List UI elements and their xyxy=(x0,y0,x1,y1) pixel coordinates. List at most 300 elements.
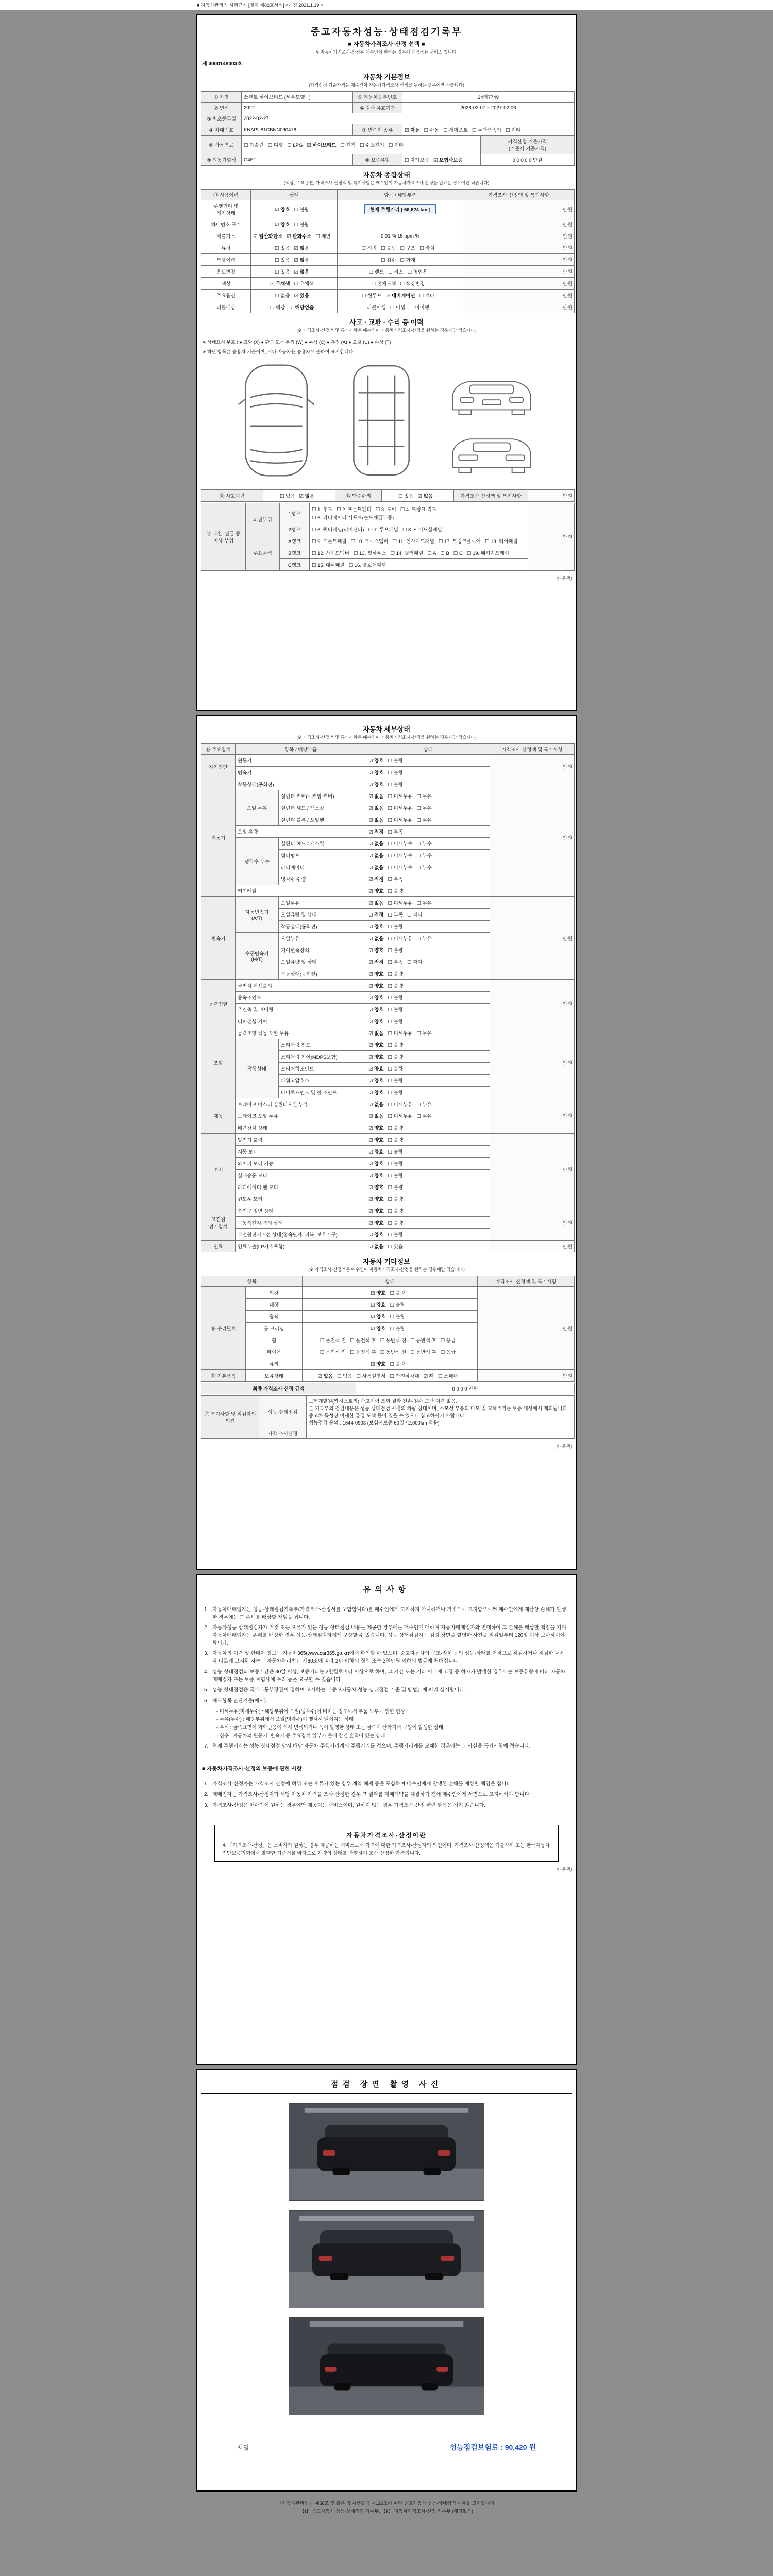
table-cell: 오일누유 xyxy=(279,897,366,909)
checkbox-없음[interactable]: ☐ 없음 xyxy=(337,1374,352,1379)
checkbox-기타[interactable]: ☐ 기타 xyxy=(419,293,435,299)
checkbox-자동[interactable]: ☑ 자동 xyxy=(405,128,420,133)
table-cell: 오일유량 및 상태 xyxy=(279,909,366,921)
checkbox-15. 대쉬패널[interactable]: ☐ 15. 대쉬패널 xyxy=(312,563,345,568)
checkbox-기타[interactable]: ☐ 기타 xyxy=(388,143,404,148)
checkbox-동반석 후[interactable]: ☐ 동반석 후 xyxy=(410,1338,436,1344)
checkbox-스패너[interactable]: ☐ 스패너 xyxy=(438,1374,458,1379)
checkbox-없음[interactable]: ☑ 없음 xyxy=(368,841,384,847)
checkbox-14. 필러패널[interactable]: ☐ 14. 필러패널 xyxy=(390,551,424,556)
checkbox-양호[interactable]: ☑ 양호 xyxy=(368,1066,384,1072)
checkbox-양호[interactable]: ☑ 양호 xyxy=(368,782,384,788)
checkbox-불량[interactable]: ☐ 불량 xyxy=(390,1362,406,1367)
checkbox-C[interactable]: ☐ C xyxy=(453,551,463,556)
table-cell: 자동변속기 (A/T) xyxy=(236,897,279,933)
notice-item: 3. 자동차의 이력 및 판매자 정보는 자동차365(www.car365.go.kr)에서 확인할 수 있으며, 중고자동차의 구조·장치 등의 성능·상태를 거짓으로 점검하거나 점검한 내용과 다르게 고지한 자는 「자동차관리법」 제80조에 따라 2년 이하의 징역 또는 2천만원 이하의 벌금에 처해집니다. xyxy=(204,1651,565,1665)
table-cell: 만원 xyxy=(490,1241,575,1252)
checkbox-불량[interactable]: ☐ 불량 xyxy=(388,1078,404,1084)
checkbox-미이행[interactable]: ☐ 미이행 xyxy=(409,305,429,311)
checkbox-자가보증[interactable]: ☐ 자가보증 xyxy=(405,158,429,163)
checkbox-미세누유[interactable]: ☐ 미세누유 xyxy=(388,818,413,823)
checkbox-양호[interactable]: ☑ 양호 xyxy=(368,984,384,989)
table-cell xyxy=(251,301,338,313)
checkbox-미세누유[interactable]: ☐ 미세누유 xyxy=(388,936,413,942)
table-cell xyxy=(307,1428,575,1439)
checkbox-없음[interactable]: ☑ 없음 xyxy=(299,494,315,499)
checkbox-5. 라디에이터 서포트(볼트체결부품)[interactable]: ☐ 5. 라디에이터 서포트(볼트체결부품) xyxy=(312,515,394,521)
checkbox-양호[interactable]: ☑ 양호 xyxy=(368,1173,384,1179)
table-cell xyxy=(310,523,528,535)
checkbox-불량[interactable]: ☐ 불량 xyxy=(388,770,404,776)
checkbox-있음[interactable]: ☐ 있음 xyxy=(388,1244,404,1250)
checkbox-불량[interactable]: ☐ 불량 xyxy=(388,1090,404,1096)
checkbox-탄화수소[interactable]: ☑ 탄화수소 xyxy=(287,234,312,240)
checkbox-적정[interactable]: ☑ 적정 xyxy=(368,960,384,965)
table-cell: 작동상태(공회전) xyxy=(279,921,366,933)
table-cell: 최종 가격조사·산정 금액 xyxy=(201,1383,356,1394)
checkbox-1. 후드[interactable]: ☐ 1. 후드 xyxy=(312,507,333,513)
checkbox-없음[interactable]: ☑ 없음 xyxy=(294,258,310,263)
checkbox-누유[interactable]: ☐ 누유 xyxy=(416,901,432,906)
inspector-opinion-table xyxy=(201,1395,575,1439)
checkbox-있음[interactable]: ☐ 있음 xyxy=(279,494,295,499)
checkbox-전기[interactable]: ☐ 전기 xyxy=(340,143,356,148)
checkbox-사용설명서[interactable]: ☐ 사용설명서 xyxy=(356,1374,386,1379)
checkbox-양호[interactable]: ☑ 양호 xyxy=(368,1232,384,1238)
table-cell: 자기진단 xyxy=(201,755,236,778)
checkbox-양호[interactable]: ☑ 양호 xyxy=(368,1185,384,1191)
checkbox-적정[interactable]: ☑ 적정 xyxy=(368,912,384,918)
table-cell xyxy=(310,535,528,547)
checkbox-운전석 후[interactable]: ☐ 운전석 후 xyxy=(350,1338,376,1344)
checkbox-양호[interactable]: ☑ 양호 xyxy=(274,222,290,228)
table-cell: 룸 크리닝 xyxy=(246,1323,303,1334)
table-cell xyxy=(366,921,490,933)
checkbox-누유[interactable]: ☐ 누유 xyxy=(416,1031,432,1037)
table-cell: 동력전달 xyxy=(201,980,236,1027)
checkbox-양호[interactable]: ☑ 양호 xyxy=(368,924,384,930)
checkbox-이행[interactable]: ☐ 이행 xyxy=(390,305,406,311)
checkbox-양호[interactable]: ☑ 양호 xyxy=(368,770,384,776)
checkbox-화재[interactable]: ☐ 화재 xyxy=(400,258,416,263)
table-cell: 2랭크 xyxy=(280,523,310,535)
checkbox-누유[interactable]: ☐ 누유 xyxy=(416,936,432,942)
checkbox-하이브리드[interactable]: ☑ 하이브리드 xyxy=(307,143,337,148)
checkbox-무단변속기[interactable]: ☐ 무단변속기 xyxy=(472,128,501,133)
checkbox-미세누수[interactable]: ☐ 미세누수 xyxy=(388,853,413,859)
checkbox-불량[interactable]: ☐ 불량 xyxy=(390,1314,406,1320)
checkbox-동반석 후[interactable]: ☐ 동반석 후 xyxy=(410,1350,436,1355)
state-symbol-legend: ※ 상태표시 부호 : ● 교환 (X) ● 판금 또는 용접 (W) ● 부식 (C) ● 흠집 (A) ● 요철 (U) ● 손상 (T) xyxy=(202,340,391,345)
checkbox-불량[interactable]: ☐ 불량 xyxy=(388,1185,404,1191)
checkbox-가솔린[interactable]: ☐ 가솔린 xyxy=(244,143,264,148)
checkbox-양호[interactable]: ☑ 양호 xyxy=(368,758,384,764)
table-cell xyxy=(366,1027,490,1039)
checkbox-LPG[interactable]: ☐ LPG xyxy=(287,143,303,148)
table-cell: 만원 xyxy=(490,980,575,1027)
table-cell: 주요옵션 xyxy=(201,290,251,301)
table-cell xyxy=(366,1241,490,1252)
checkbox-부족[interactable]: ☐ 부족 xyxy=(388,960,404,965)
table-cell: ⑮ 주요장치 xyxy=(201,744,236,755)
checkbox-썬루프[interactable]: ☐ 썬루프 xyxy=(361,293,382,299)
checkbox-양호[interactable]: ☑ 양호 xyxy=(368,1149,384,1155)
checkbox-양호[interactable]: ☑ 양호 xyxy=(371,1291,386,1296)
table-cell xyxy=(366,885,490,897)
checkbox-있음[interactable]: ☑ 있음 xyxy=(317,1374,333,1379)
checkbox-운전석 후[interactable]: ☐ 운전석 후 xyxy=(350,1350,376,1355)
table-cell xyxy=(366,802,490,814)
checkbox-4. 트렁크 리드[interactable]: ☐ 4. 트렁크 리드 xyxy=(400,507,437,513)
checkbox-누유[interactable]: ☐ 누유 xyxy=(416,1102,432,1108)
table-cell: 구동축전지 격리 상태 xyxy=(236,1217,366,1229)
checkbox-불량[interactable]: ☐ 불량 xyxy=(388,1007,404,1013)
checkbox-양호[interactable]: ☑ 양호 xyxy=(368,1221,384,1226)
checkbox-있음[interactable]: ☑ 있음 xyxy=(294,293,310,299)
checkbox-세미오토[interactable]: ☐ 세미오토 xyxy=(443,128,468,133)
table-cell: 만원 xyxy=(490,778,575,897)
checkbox-불량[interactable]: ☐ 불량 xyxy=(388,995,404,1001)
checkbox-불량[interactable]: ☐ 불량 xyxy=(388,1055,404,1060)
checkbox-양호[interactable]: ☑ 양호 xyxy=(368,948,384,954)
car-top-view-diagram xyxy=(232,361,320,480)
table-cell: 만원 xyxy=(478,1370,575,1382)
signature-label[interactable]: 서명 xyxy=(237,2444,249,2451)
price-definition-box xyxy=(214,1825,559,1862)
checkbox-미세누유[interactable]: ☐ 미세누유 xyxy=(388,806,413,811)
accident-history-table xyxy=(201,489,575,502)
checkbox-장치[interactable]: ☐ 장치 xyxy=(419,246,435,251)
checkbox-일산화탄소[interactable]: ☑ 일산화탄소 xyxy=(253,234,283,240)
checkbox-운전석 전[interactable]: ☐ 운전석 전 xyxy=(320,1350,346,1355)
checkbox-누유[interactable]: ☐ 누유 xyxy=(416,818,432,823)
table-cell xyxy=(366,1217,490,1229)
checkbox-11. 인사이드패널[interactable]: ☐ 11. 인사이드패널 xyxy=(392,539,434,545)
checkbox-응급[interactable]: ☐ 응급 xyxy=(440,1338,456,1344)
checkbox-불량[interactable]: ☐ 불량 xyxy=(388,1043,404,1048)
checkbox-응급[interactable]: ☐ 응급 xyxy=(440,1350,456,1355)
checkbox-디젤[interactable]: ☐ 디젤 xyxy=(267,143,283,148)
checkbox-누수[interactable]: ☐ 누수 xyxy=(416,841,432,847)
checkbox-17. 트렁크플로어[interactable]: ☐ 17. 트렁크플로어 xyxy=(438,539,481,545)
checkbox-없음[interactable]: ☑ 없음 xyxy=(368,853,384,859)
checkbox-양호[interactable]: ☑ 양호 xyxy=(371,1314,386,1320)
checkbox-6. 쿼터패널(리어펜더)[interactable]: ☐ 6. 쿼터패널(리어펜더) xyxy=(312,527,364,533)
checkbox-리스[interactable]: ☐ 리스 xyxy=(388,269,404,275)
table-cell: 전기 xyxy=(201,1134,236,1205)
checkbox-16. 플로어패널[interactable]: ☐ 16. 플로어패널 xyxy=(348,563,386,568)
checkbox-B[interactable]: ☐ B xyxy=(440,551,449,556)
checkbox-동반석 전[interactable]: ☐ 동반석 전 xyxy=(380,1350,407,1355)
table-cell: ⑭ 교환, 판금 등 이상 부위 xyxy=(201,503,246,571)
checkbox-누유[interactable]: ☐ 누유 xyxy=(416,1114,432,1120)
footer-line-2: 【Ⅰ】 중고자동차 성능·상태점검 기록부, 【Ⅱ】 자동차가격조사·산정 기록부 (해당없음) xyxy=(300,2509,473,2514)
table-cell: 0.01 % 15 ppm % xyxy=(338,230,463,242)
checkbox-미세누유[interactable]: ☐ 미세누유 xyxy=(388,1102,413,1108)
table-cell: 워터펌프 xyxy=(279,850,366,861)
checkbox-10. 크로스멤버[interactable]: ☐ 10. 크로스멤버 xyxy=(350,539,389,545)
checkbox-미세누유[interactable]: ☐ 미세누유 xyxy=(388,901,413,906)
table-cell xyxy=(366,956,490,968)
checkbox-양호[interactable]: ☑ 양호 xyxy=(274,207,290,213)
checkbox-A[interactable]: ☐ A xyxy=(427,551,436,556)
table-cell: 타이어 xyxy=(246,1346,303,1358)
table-cell xyxy=(366,897,490,909)
checkbox-불량[interactable]: ☐ 불량 xyxy=(388,889,404,894)
table-cell: 동력조향 작동 오일 누유 xyxy=(236,1027,366,1039)
checkbox-불량[interactable]: ☐ 불량 xyxy=(388,1197,404,1202)
checkbox-매연[interactable]: ☐ 매연 xyxy=(315,234,331,240)
checkbox-부족[interactable]: ☐ 부족 xyxy=(388,912,404,918)
checkbox-과다[interactable]: ☐ 과다 xyxy=(407,960,423,965)
table-cell xyxy=(366,933,490,944)
checkbox-19. 패키지트레이[interactable]: ☐ 19. 패키지트레이 xyxy=(466,551,509,556)
checkbox-침수[interactable]: ☐ 침수 xyxy=(380,258,396,263)
table-cell: 상태 xyxy=(366,744,490,755)
checkbox-수소전기[interactable]: ☐ 수소전기 xyxy=(359,143,384,148)
checkbox-불량[interactable]: ☐ 불량 xyxy=(388,1019,404,1025)
checkbox-없음[interactable]: ☑ 없음 xyxy=(417,494,433,499)
checkbox-불량[interactable]: ☐ 불량 xyxy=(388,1138,404,1143)
checkbox-적정[interactable]: ☑ 적정 xyxy=(368,829,384,835)
table-cell xyxy=(263,490,335,502)
checkbox-유채색[interactable]: ☐ 유채색 xyxy=(294,281,314,287)
checkbox-네비게이션[interactable]: ☑ 네비게이션 xyxy=(385,293,415,299)
checkbox-렌트[interactable]: ☐ 렌트 xyxy=(368,269,384,275)
checkbox-불량[interactable]: ☐ 불량 xyxy=(388,948,404,954)
checkbox-3. 도어[interactable]: ☐ 3. 도어 xyxy=(375,507,396,513)
checkbox-양호[interactable]: ☑ 양호 xyxy=(368,1138,384,1143)
checkbox-안전삼각대[interactable]: ☐ 안전삼각대 xyxy=(390,1374,419,1379)
table-cell xyxy=(251,218,338,230)
checkbox-무채색[interactable]: ☑ 무채색 xyxy=(270,281,290,287)
checkbox-양호[interactable]: ☑ 양호 xyxy=(368,1209,384,1214)
table-cell xyxy=(338,278,463,290)
document-footer xyxy=(134,2500,639,2516)
checkbox-구조[interactable]: ☐ 구조 xyxy=(400,246,416,251)
checkbox-미세누유[interactable]: ☐ 미세누유 xyxy=(388,1114,413,1120)
checkbox-불량[interactable]: ☐ 불량 xyxy=(388,1066,404,1072)
inspection-photo-1 xyxy=(289,2103,484,2201)
table-cell: 배출가스 xyxy=(201,230,251,242)
table-cell: G4FT xyxy=(242,154,353,166)
checkbox-없음[interactable]: ☑ 없음 xyxy=(294,269,310,275)
table-cell: 상태 xyxy=(251,190,338,200)
checkbox-있음[interactable]: ☐ 있음 xyxy=(274,246,290,251)
checkbox-양호[interactable]: ☑ 양호 xyxy=(368,995,384,1001)
checkbox-있음[interactable]: ☐ 있음 xyxy=(398,494,414,499)
document-subtitle-note: ※ 자동차가격조사·산정은 매수인이 원하는 경우에 제공하는 서비스 입니다. xyxy=(315,49,458,55)
checkbox-9. 프론트패널[interactable]: ☐ 9. 프론트패널 xyxy=(312,539,347,545)
table-cell xyxy=(366,850,490,861)
checkbox-없음[interactable]: ☑ 없음 xyxy=(368,1244,384,1250)
checkbox-보험사보증[interactable]: ☑ 보험사보증 xyxy=(433,158,463,163)
table-cell xyxy=(366,1170,490,1181)
checkbox-적정[interactable]: ☑ 적정 xyxy=(368,877,384,883)
table-cell: 보유상태 xyxy=(246,1370,303,1382)
notice-item: 3. 가격조사·산정은 매수인이 원하는 경우에만 제공되는 서비스이며, 원하지 않는 경우 가격조사·산정 관련 항목은 적지 않습니다. xyxy=(204,1802,486,1808)
table-cell: ⑦ 변속기 종류 xyxy=(353,124,402,136)
checkbox-불량[interactable]: ☐ 불량 xyxy=(390,1291,406,1296)
checkbox-부족[interactable]: ☐ 부족 xyxy=(388,829,404,835)
notice-sub-item: - 누유(누수) : 해당부위에서 오일(냉각수)이 맺혀서 떨어지는 상태 xyxy=(216,1717,354,1723)
table-cell xyxy=(366,755,490,767)
checkbox-불법[interactable]: ☐ 불법 xyxy=(380,246,396,251)
checkbox-누유[interactable]: ☐ 누유 xyxy=(416,806,432,811)
table-cell xyxy=(251,200,338,218)
checkbox-없음[interactable]: ☑ 없음 xyxy=(368,901,384,906)
document-subtitle: ■ 자동차가격조사·산정 선택 ■ xyxy=(348,41,425,47)
checkbox-불량[interactable]: ☐ 불량 xyxy=(388,758,404,764)
checkbox-누수[interactable]: ☐ 누수 xyxy=(416,853,432,859)
price-notices-list xyxy=(201,1773,572,1817)
checkbox-미세누수[interactable]: ☐ 미세누수 xyxy=(388,865,413,871)
checkbox-기타[interactable]: ☐ 기타 xyxy=(505,128,521,133)
checkbox-수동[interactable]: ☐ 수동 xyxy=(424,128,440,133)
table-cell: 작동상태(공회전) xyxy=(279,968,366,980)
checkbox-불량[interactable]: ☐ 불량 xyxy=(388,1209,404,1214)
checkbox-운전석 전[interactable]: ☐ 운전석 전 xyxy=(320,1338,346,1344)
checkbox-누유[interactable]: ☐ 누유 xyxy=(416,794,432,800)
checkbox-12. 사이드멤버[interactable]: ☐ 12. 사이드멤버 xyxy=(312,551,349,556)
price-definition-text: ※ 「가격조사·산정」은 소비자가 원하는 경우 제공하는 서비스로서 가격에 대한 가격조사·산정자의 의견이며, 가격조사·산정액은 기술사회 또는 한국자동차진단보증협회에서 발행한 기준서를 바탕으로 차량의 상태를 반영하여 조사·산정한 가격입니다. xyxy=(222,1843,550,1856)
table-cell xyxy=(402,154,481,166)
table-cell: 만원 xyxy=(463,230,575,242)
checkbox-7. 루프패널[interactable]: ☐ 7. 루프패널 xyxy=(368,527,398,533)
table-cell: 시동 모터 xyxy=(236,1146,366,1158)
checkbox-적법[interactable]: ☐ 적법 xyxy=(361,246,377,251)
checkbox-불량[interactable]: ☐ 불량 xyxy=(294,222,310,228)
checkbox-없음[interactable]: ☑ 없음 xyxy=(368,865,384,871)
checkbox-불량[interactable]: ☐ 불량 xyxy=(388,1221,404,1226)
table-cell: 연료누출(LP가스포함) xyxy=(236,1241,366,1252)
checkbox-양호[interactable]: ☑ 양호 xyxy=(368,1007,384,1013)
checkbox-불량[interactable]: ☐ 불량 xyxy=(390,1326,406,1332)
checkbox-불량[interactable]: ☐ 불량 xyxy=(388,924,404,930)
checkbox-전체도색[interactable]: ☐ 전체도색 xyxy=(371,281,396,287)
checkbox-불량[interactable]: ☐ 불량 xyxy=(294,207,310,213)
table-cell: 고전원 전기장치 xyxy=(201,1205,236,1241)
table-cell xyxy=(366,1181,490,1193)
notice-sub-item: - 미세누유(미세누수) : 해당부위에 오일(냉각수)이 비치는 정도로서 부품 노후로 인한 현상 xyxy=(216,1708,406,1715)
checkbox-양호[interactable]: ☑ 양호 xyxy=(368,1055,384,1060)
table-cell xyxy=(366,814,490,826)
checkbox-해당[interactable]: ☐ 해당 xyxy=(270,305,285,311)
checkbox-불량[interactable]: ☐ 불량 xyxy=(388,1161,404,1167)
checkbox-양호[interactable]: ☑ 양호 xyxy=(371,1326,386,1332)
checkbox-없음[interactable]: ☑ 없음 xyxy=(368,806,384,811)
checkbox-없음[interactable]: ☐ 없음 xyxy=(274,293,290,299)
table-cell xyxy=(366,980,490,992)
checkbox-불량[interactable]: ☐ 불량 xyxy=(388,782,404,788)
checkbox-양호[interactable]: ☑ 양호 xyxy=(368,1197,384,1202)
checkbox-불량[interactable]: ☐ 불량 xyxy=(388,984,404,989)
inspection-insurance-fee: 성능점검보험료 : 90,420 원 xyxy=(449,2443,536,2451)
checkbox-18. 리어패널[interactable]: ☐ 18. 리어패널 xyxy=(484,539,518,545)
notice-item: 1. 자동차매매업자는 성능·상태점검기록부(가격조사·산정서를 포함합니다)를 매수인에게 고지하지 아니하거나 거짓으로 고지함으로써 매수인에게 재산상 손해가 발생한 경우에는 그 손해를 배상할 책임을 집니다. xyxy=(204,1607,566,1620)
table-cell: 외판부위 xyxy=(246,503,280,535)
checkbox-있음[interactable]: ☐ 있음 xyxy=(274,258,290,263)
checkbox-동반석 전[interactable]: ☐ 동반석 전 xyxy=(380,1338,407,1344)
checkbox-불량[interactable]: ☐ 불량 xyxy=(388,972,404,977)
checkbox-8. 사이드실패널[interactable]: ☐ 8. 사이드실패널 xyxy=(402,527,442,533)
table-cell: 색상 xyxy=(201,278,251,290)
checkbox-없음[interactable]: ☑ 없음 xyxy=(368,1102,384,1108)
checkbox-영업용[interactable]: ☐ 영업용 xyxy=(407,269,428,275)
checkbox-양호[interactable]: ☑ 양호 xyxy=(368,1161,384,1167)
checkbox-잭[interactable]: ☑ 잭 xyxy=(423,1374,434,1379)
table-cell: 오일유량 및 상태 xyxy=(279,956,366,968)
table-cell: 주요골격 xyxy=(246,535,280,571)
checkbox-양호[interactable]: ☑ 양호 xyxy=(368,889,384,894)
document-page-1 xyxy=(196,14,577,711)
table-cell: 오일누유 xyxy=(279,933,366,944)
checkbox-불량[interactable]: ☐ 불량 xyxy=(390,1302,406,1308)
table-cell xyxy=(366,1229,490,1241)
table-cell: 리콜대상 xyxy=(201,301,251,313)
checkbox-양호[interactable]: ☑ 양호 xyxy=(368,1090,384,1096)
table-cell xyxy=(366,1087,490,1098)
table-cell xyxy=(303,1299,478,1311)
checkbox-불량[interactable]: ☐ 불량 xyxy=(388,1232,404,1238)
table-cell: 만원 xyxy=(478,1287,575,1370)
checkbox-양호[interactable]: ☑ 양호 xyxy=(368,1019,384,1025)
table-cell: 만원 xyxy=(528,490,575,502)
table-cell: 디퍼렌셜 기어 xyxy=(236,1015,366,1027)
checkbox-없음[interactable]: ☑ 없음 xyxy=(368,1114,384,1120)
table-cell: 실린더 커버(로커암 커버) xyxy=(279,790,366,802)
checkbox-양호[interactable]: ☑ 양호 xyxy=(368,1078,384,1084)
checkbox-해당없음[interactable]: ☑ 해당없음 xyxy=(289,305,314,311)
checkbox-미세누유[interactable]: ☐ 미세누유 xyxy=(388,1031,413,1037)
checkbox-있음[interactable]: ☐ 있음 xyxy=(274,269,290,275)
checkbox-양호[interactable]: ☑ 양호 xyxy=(368,1043,384,1048)
table-cell: KNAPU81CBNN090476 xyxy=(242,124,353,136)
table-cell: ③ 최초등록일 xyxy=(201,113,242,124)
checkbox-양호[interactable]: ☑ 양호 xyxy=(368,1126,384,1131)
checkbox-부족[interactable]: ☐ 부족 xyxy=(388,877,404,883)
section-note-detail: (※ 가격조사·산정액 및 특기사항은 매수인이 자동차가격조사·산정을 원하는 경우에만 적습니다) xyxy=(296,735,477,740)
checkbox-없음[interactable]: ☑ 없음 xyxy=(368,936,384,942)
checkbox-없음[interactable]: ☑ 없음 xyxy=(368,794,384,800)
checkbox-불량[interactable]: ☐ 불량 xyxy=(388,1149,404,1155)
checkbox-양호[interactable]: ☑ 양호 xyxy=(371,1302,386,1308)
table-cell: 항목 / 해당부품 xyxy=(338,190,463,200)
notices-list xyxy=(201,1599,572,1757)
checkbox-양호[interactable]: ☑ 양호 xyxy=(368,972,384,977)
checkbox-불량[interactable]: ☐ 불량 xyxy=(388,1173,404,1179)
checkbox-불량[interactable]: ☐ 불량 xyxy=(388,1126,404,1131)
table-cell: 0 0 0 0 0 만원 xyxy=(481,154,575,166)
checkbox-없음[interactable]: ☑ 없음 xyxy=(368,1031,384,1037)
table-cell xyxy=(366,826,490,838)
table-cell xyxy=(366,944,490,956)
checkbox-2. 프론트펜더[interactable]: ☐ 2. 프론트펜더 xyxy=(337,507,372,513)
checkbox-미세누수[interactable]: ☐ 미세누수 xyxy=(388,841,413,847)
table-cell: 외장 xyxy=(246,1287,303,1299)
checkbox-색상변경[interactable]: ☐ 색상변경 xyxy=(400,281,425,287)
checkbox-13. 휠하우스[interactable]: ☐ 13. 휠하우스 xyxy=(353,551,386,556)
checkbox-양호[interactable]: ☑ 양호 xyxy=(371,1362,386,1367)
checkbox-누수[interactable]: ☐ 누수 xyxy=(416,865,432,871)
checkbox-미세누유[interactable]: ☐ 미세누유 xyxy=(388,794,413,800)
table-cell: 항목 / 해당부품 xyxy=(236,744,366,755)
table-cell: 실린더 헤드 / 개스킷 xyxy=(279,802,366,814)
checkbox-없음[interactable]: ☑ 없음 xyxy=(294,246,310,251)
table-cell: ⑱ 특기사항 및 점검자의 의견 xyxy=(201,1396,259,1439)
checkbox-과다[interactable]: ☐ 과다 xyxy=(407,912,423,918)
checkbox-없음[interactable]: ☑ 없음 xyxy=(368,818,384,823)
